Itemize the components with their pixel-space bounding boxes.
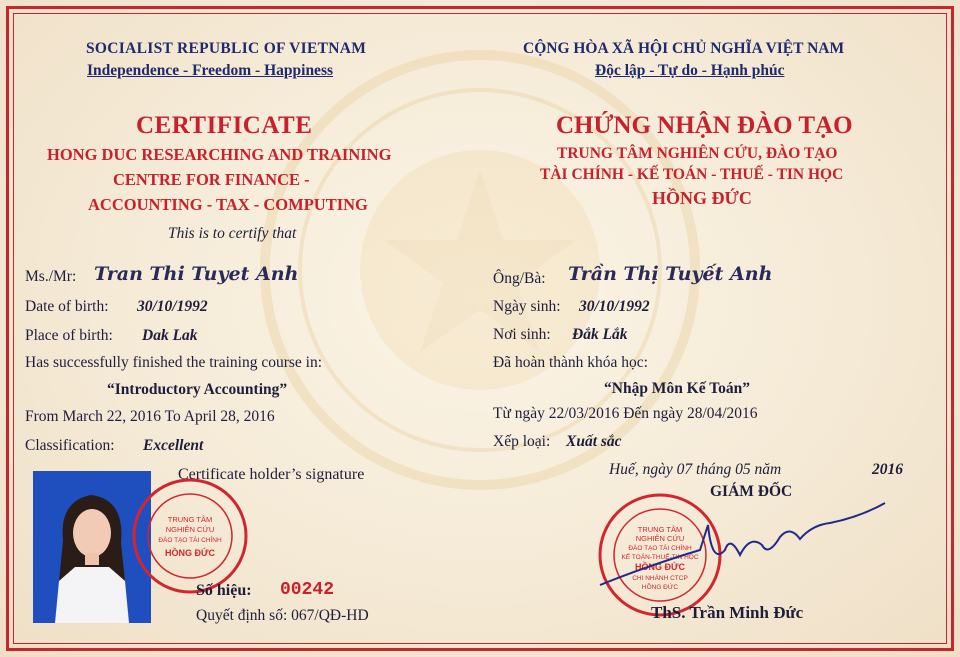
director-signature xyxy=(590,495,890,595)
director-name: ThS. Trần Minh Đức xyxy=(651,603,804,622)
issue-year-vn: 2016 xyxy=(872,461,903,478)
header-motto-vn: Độc lập - Tự do - Hạnh phúc xyxy=(595,62,785,79)
certify-text: This is to certify that xyxy=(168,225,297,242)
seal-right-line3: ĐÀO TẠO TÀI CHÍNH xyxy=(628,545,692,552)
seal-right-line6: CHI NHÁNH CTCP xyxy=(632,575,688,582)
header-country-vn: CỘNG HÒA XÃ HỘI CHỦ NGHĨA VIỆT NAM xyxy=(523,40,845,57)
director-title: GIÁM ĐỐC xyxy=(710,483,793,500)
signature-label: Certificate holder’s signature xyxy=(178,466,365,483)
pob-label-en: Place of birth: xyxy=(25,327,113,344)
seal-right-line7: HỒNG ĐỨC xyxy=(641,584,679,591)
centre-en-line2: CENTRE FOR FINANCE - xyxy=(113,170,310,189)
centre-en-line1: HONG DUC RESEARCHING AND TRAINING xyxy=(47,145,392,164)
seal-left-line5: HỒNG ĐỨC xyxy=(165,548,215,558)
pob-value-en: Dak Lak xyxy=(142,327,198,344)
seal-right-line1: TRUNG TÂM xyxy=(637,525,683,534)
centre-en-line3: ACCOUNTING - TAX - COMPUTING xyxy=(88,195,368,214)
dob-label-en: Date of birth: xyxy=(25,298,109,315)
name-label-vn: Ông/Bà: xyxy=(493,270,546,287)
number-label: Số hiệu: xyxy=(196,582,252,599)
header-country-en: SOCIALIST REPUBLIC OF VIETNAM xyxy=(86,40,367,57)
centre-vn-line1: TRUNG TÂM NGHIÊN CỨU, ĐÀO TẠO xyxy=(557,145,838,162)
period-en: From March 22, 2016 To April 28, 2016 xyxy=(25,408,275,425)
official-seal-left xyxy=(130,476,250,596)
seal-left-line3: ĐÀO TẠO TÀI CHÍNH xyxy=(158,537,222,544)
pob-label-vn: Nơi sinh: xyxy=(493,326,551,343)
name-value-vn: Trần Thị Tuyết Anh xyxy=(568,263,773,285)
course-label-vn: Đã hoàn thành khóa học: xyxy=(493,354,648,371)
seal-right-line4: KẾ TOÁN-THUẾ-TIN HỌC xyxy=(621,554,699,561)
course-label-en: Has successfully finished the training course in: xyxy=(25,354,323,371)
pob-value-vn: Đắk Lắk xyxy=(572,326,628,343)
name-label-en: Ms./Mr: xyxy=(25,268,77,285)
seal-right-line2: NGHIÊN CỨU xyxy=(635,534,685,543)
dob-value-vn: 30/10/1992 xyxy=(579,298,650,315)
dob-label-vn: Ngày sinh: xyxy=(493,298,561,315)
seal-right-line5: HỒNG ĐỨC xyxy=(635,562,685,572)
seal-left-line1: TRUNG TÂM xyxy=(167,515,213,524)
issue-date-vn: Huế, ngày 07 tháng 05 năm xyxy=(609,461,782,478)
class-value-vn: Xuất sắc xyxy=(566,433,622,450)
period-vn: Từ ngày 22/03/2016 Đến ngày 28/04/2016 xyxy=(493,405,758,422)
number-value: 00242 xyxy=(280,580,335,600)
course-value-en: “Introductory Accounting” xyxy=(107,381,288,398)
seal-left-line2: NGHIÊN CỨU xyxy=(165,525,215,534)
class-value-en: Excellent xyxy=(143,437,204,454)
centre-vn-line3: HỒNG ĐỨC xyxy=(652,188,752,208)
title-vn: CHỨNG NHẬN ĐÀO TẠO xyxy=(556,112,853,139)
name-value-en: Tran Thi Tuyet Anh xyxy=(94,263,299,285)
class-label-en: Classification: xyxy=(25,437,115,454)
class-label-vn: Xếp loại: xyxy=(493,433,551,450)
title-en: CERTIFICATE xyxy=(136,112,313,139)
centre-vn-line2: TÀI CHÍNH - KẾ TOÁN - THUẾ - TIN HỌC xyxy=(540,166,844,183)
dob-value-en: 30/10/1992 xyxy=(137,298,208,315)
course-value-vn: “Nhập Môn Kế Toán” xyxy=(604,380,751,397)
header-motto-en: Independence - Freedom - Happiness xyxy=(87,62,334,79)
decision-number: Quyết định số: 067/QĐ-HD xyxy=(196,607,369,624)
